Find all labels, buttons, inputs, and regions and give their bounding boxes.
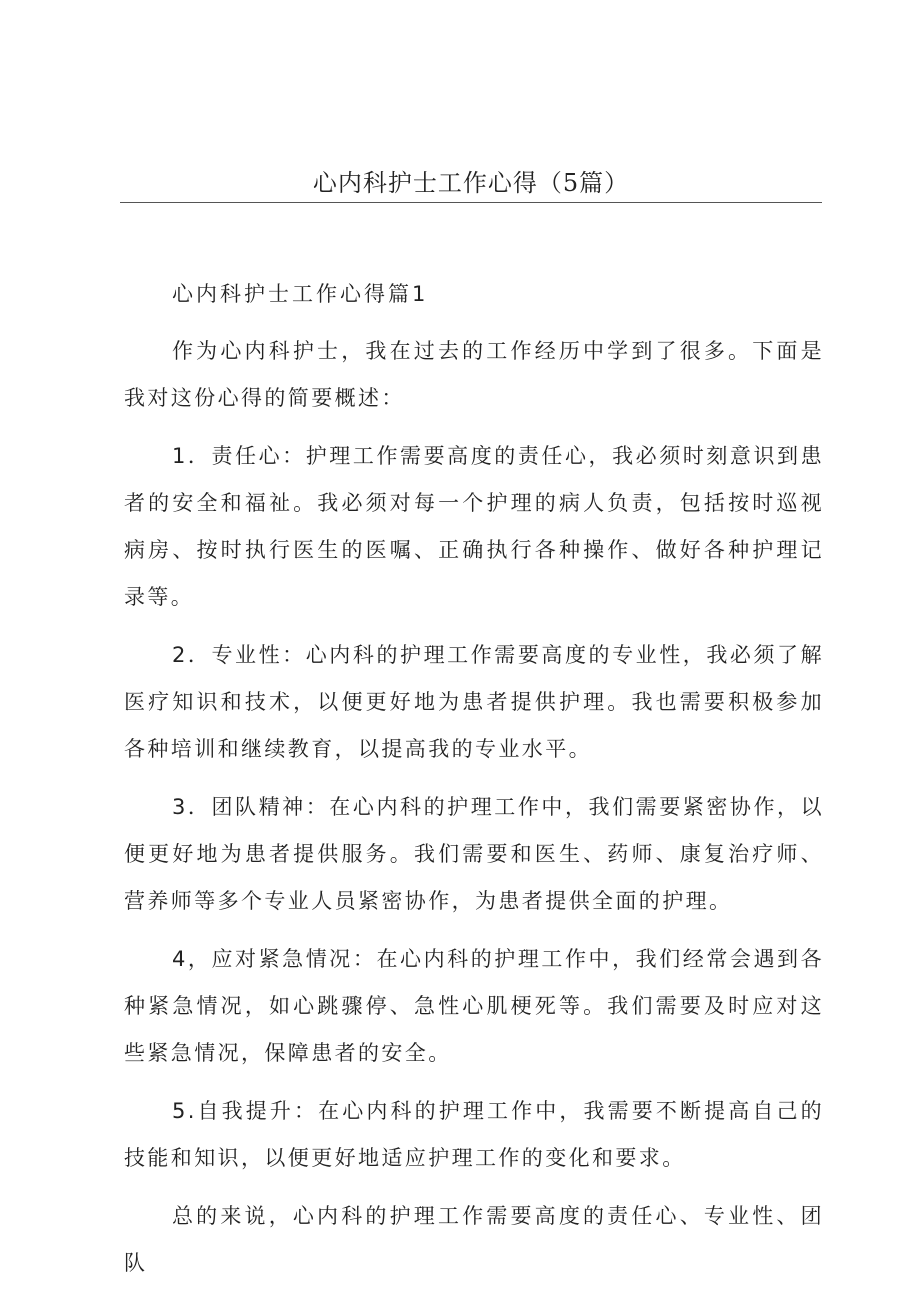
point-teamwork-paragraph: 3．团队精神：在心内科的护理工作中，我们需要紧密协作，以便更好地为患者提供服务。我们需要和医生、药师、康复治疗师、营养师等多个专业人员紧密协作，为患者提供全面的护理。 [124, 795, 824, 913]
intro-paragraph: 作为心内科护士，我在过去的工作经历中学到了很多。下面是我对这份心得的简要概述： [124, 339, 824, 410]
point-self-improvement-paragraph: 5.自我提升：在心内科的护理工作中，我需要不断提高自己的技能和知识，以便更好地适应护理工作的变化和要求。 [124, 1099, 824, 1170]
document-title: 心内科护士工作心得（5篇） [312, 169, 630, 197]
section-heading: 心内科护士工作心得篇1 [172, 282, 429, 306]
title-underline [120, 202, 822, 203]
document-body [124, 271, 824, 1298]
summary-paragraph: 总的来说，心内科的护理工作需要高度的责任心、专业性、团队 [124, 1204, 824, 1275]
point-professionalism-paragraph: 2．专业性：心内科的护理工作需要高度的专业性，我必须了解医疗知识和技术，以便更好地为患者提供护理。我也需要积极参加各种培训和继续教育，以提高我的专业水平。 [124, 643, 824, 761]
point-responsibility-paragraph: 1．责任心：护理工作需要高度的责任心，我必须时刻意识到患者的安全和福祉。我必须对每一个护理的病人负责，包括按时巡视病房、按时执行医生的医嘱、正确执行各种操作、做好各种护理记录等。 [124, 444, 824, 609]
point-emergency-paragraph: 4，应对紧急情况：在心内科的护理工作中，我们经常会遇到各种紧急情况，如心跳骤停、急性心肌梗死等。我们需要及时应对这些紧急情况，保障患者的安全。 [124, 947, 824, 1065]
